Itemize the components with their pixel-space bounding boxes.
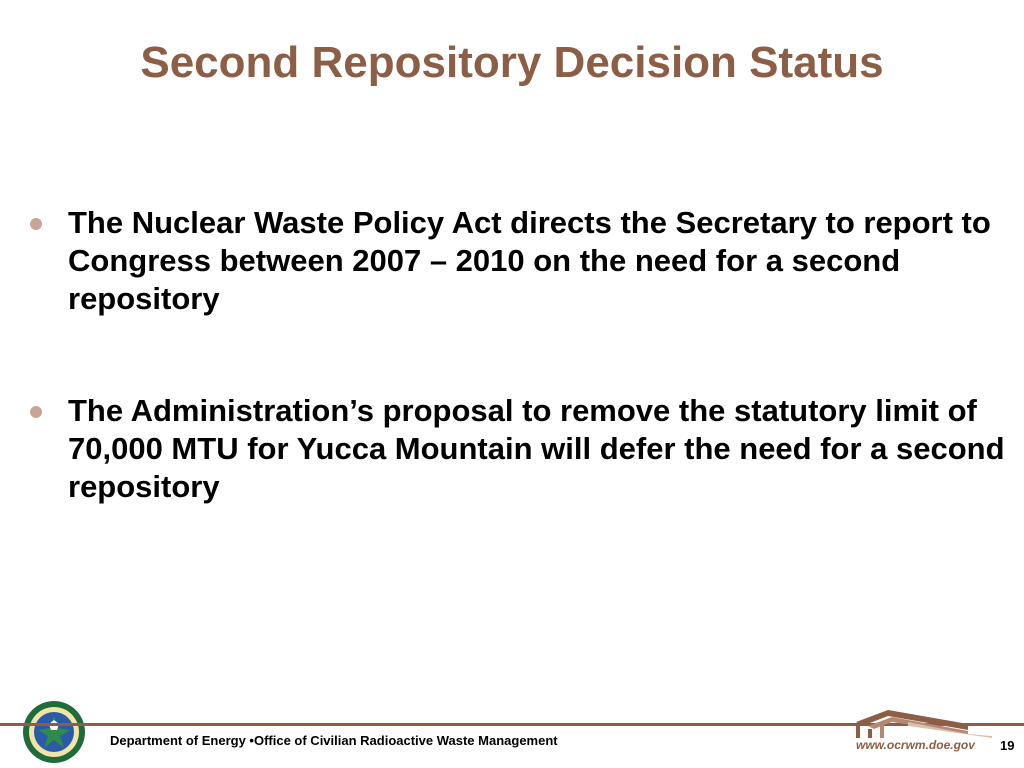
- bullet-text: The Nuclear Waste Policy Act directs the Secretary to report to Congress between 2007 – 2010 on the need for a second repository: [68, 205, 991, 316]
- doe-seal-icon: [22, 700, 86, 764]
- ocrwm-logo-icon: [848, 700, 998, 740]
- footer-department: Department of Energy •Office of Civilian Radioactive Waste Management: [110, 733, 558, 748]
- bullet-dot-icon: [30, 406, 42, 418]
- bullet-dot-icon: [30, 218, 42, 230]
- slide-title: Second Repository Decision Status: [140, 38, 884, 87]
- page-number: 19: [1000, 738, 1015, 753]
- bullet-text: The Administration’s proposal to remove the statutory limit of 70,000 MTU for Yucca Mountain will defer the need for a second repository: [68, 393, 1005, 504]
- footer-url[interactable]: www.ocrwm.doe.gov: [856, 738, 975, 752]
